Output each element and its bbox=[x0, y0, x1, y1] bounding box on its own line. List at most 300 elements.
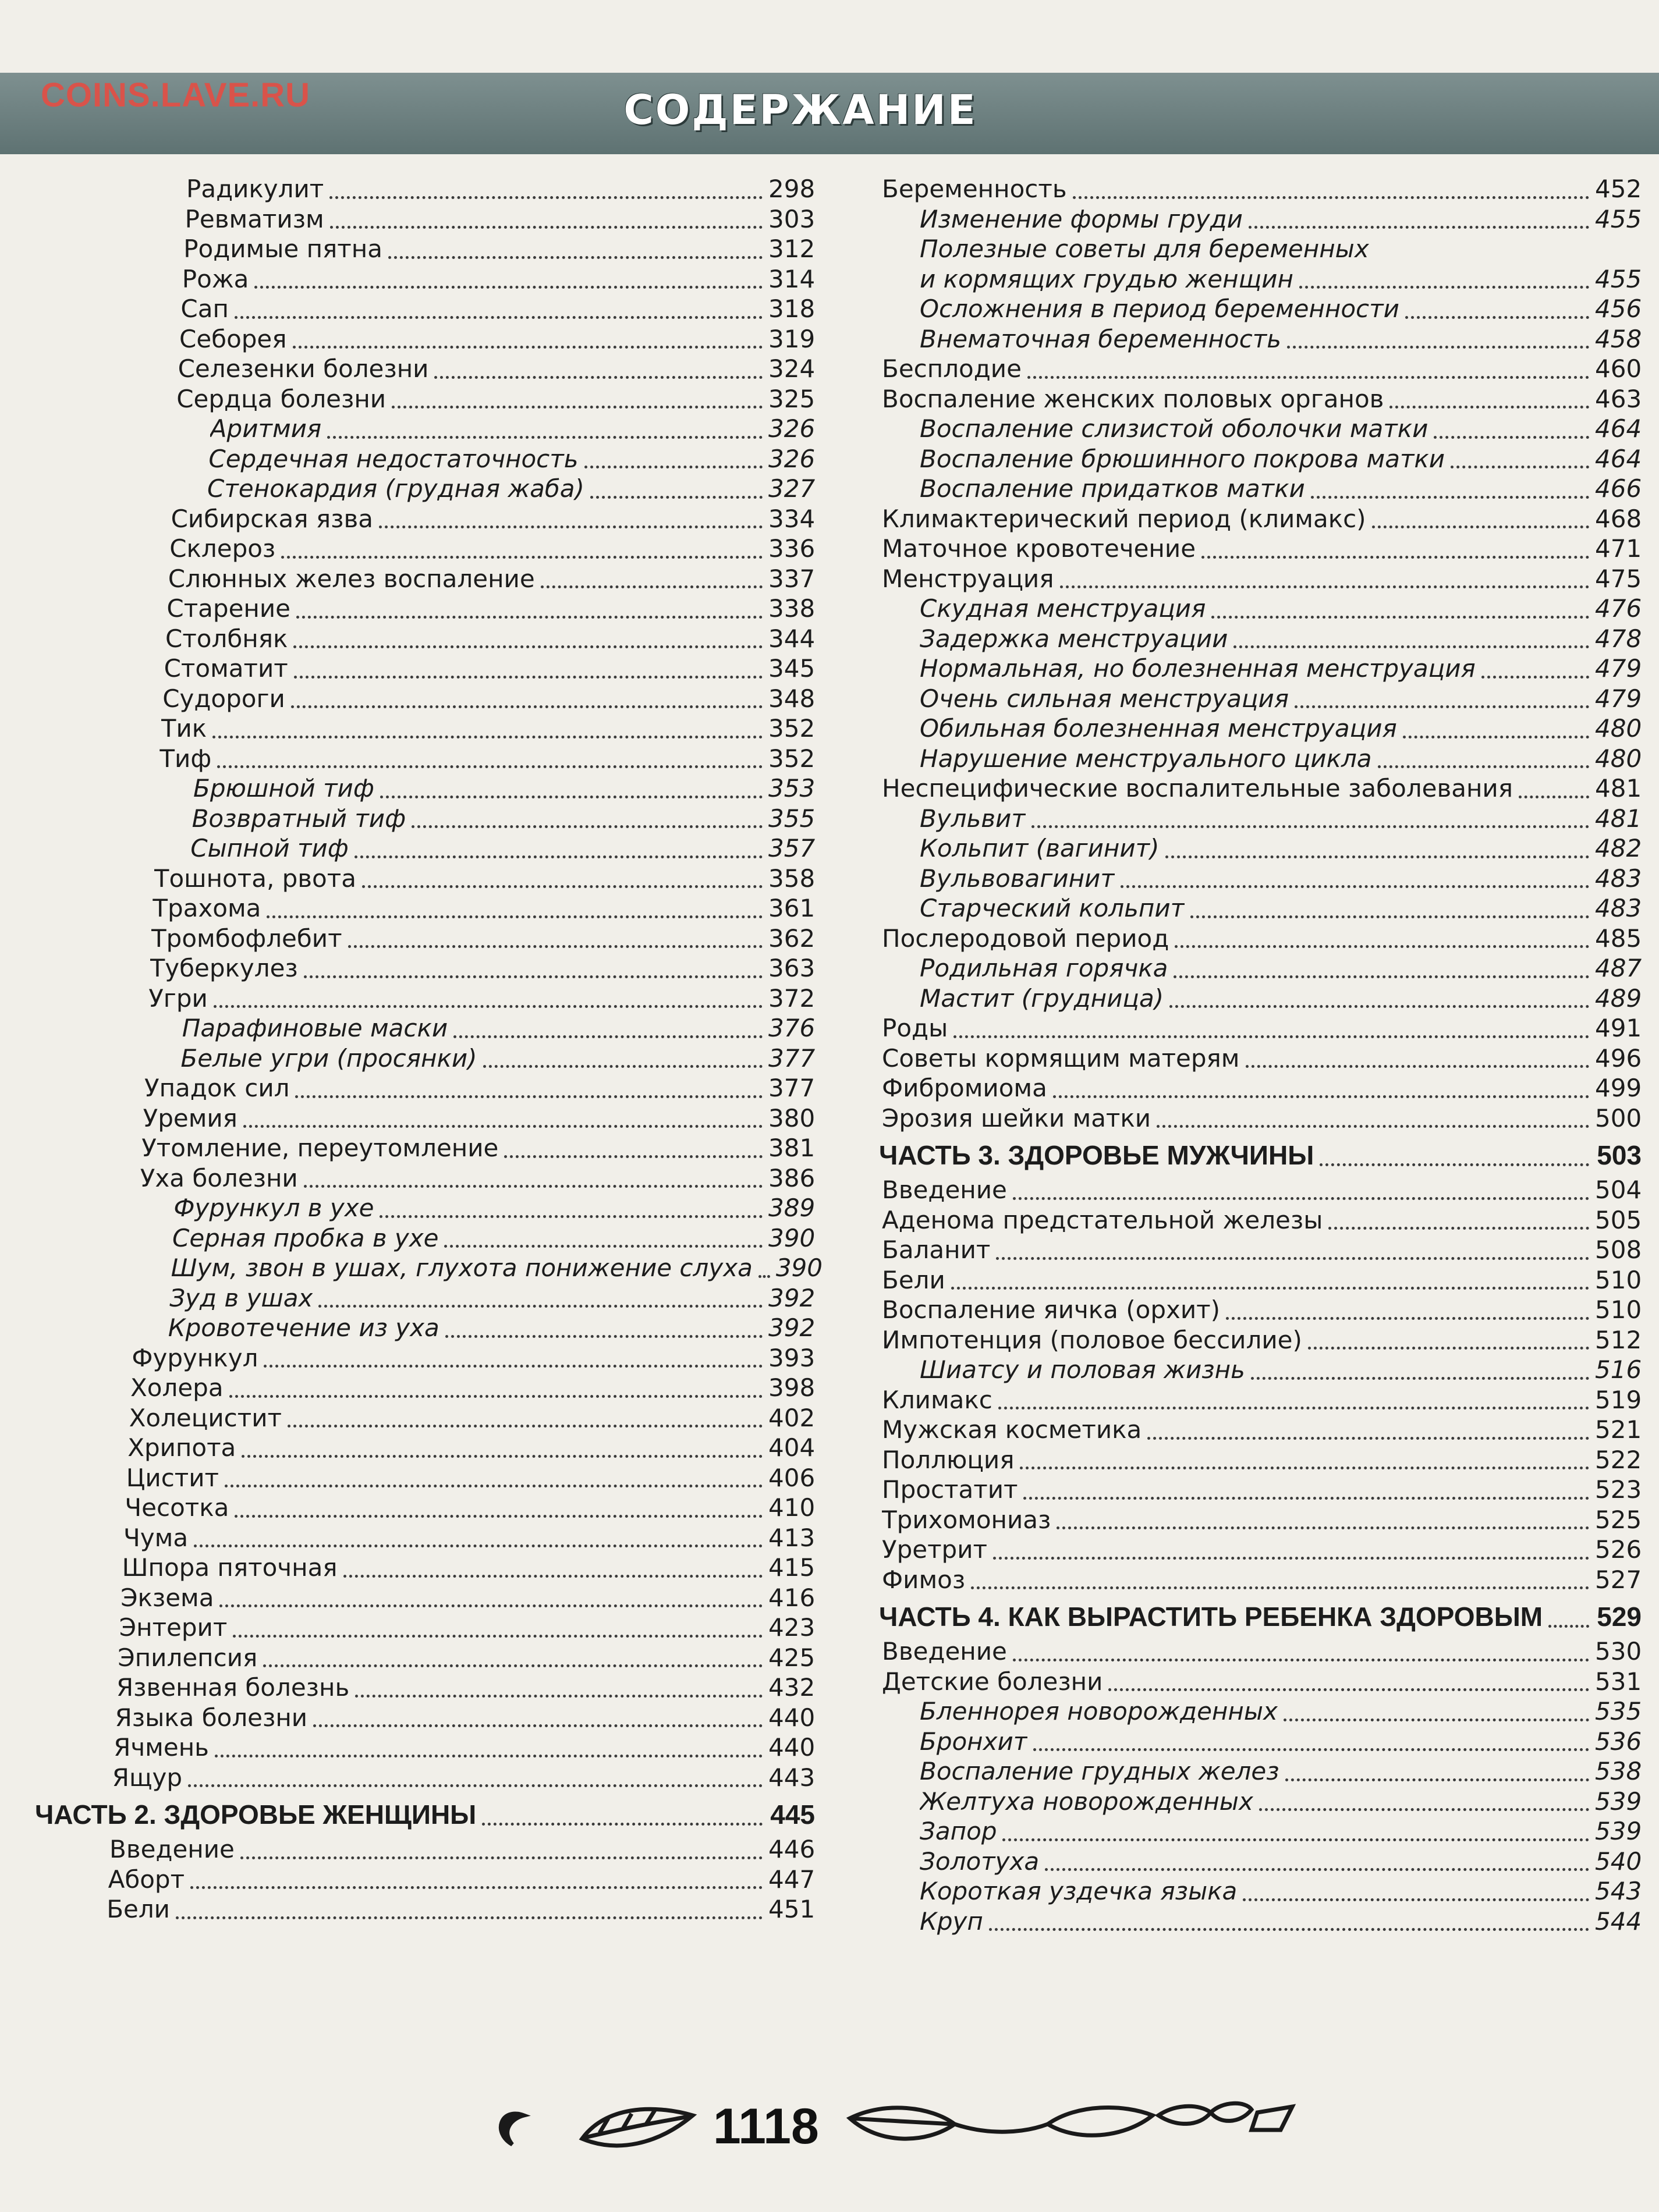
toc-entry-title: Экзема bbox=[120, 1583, 214, 1612]
toc-entry-title: Мастит (грудница) bbox=[920, 983, 1164, 1013]
dot-leader bbox=[1519, 796, 1589, 798]
toc-entry-page: 314 bbox=[768, 264, 816, 293]
dot-leader bbox=[1299, 286, 1589, 289]
toc-entry bbox=[35, 1493, 815, 1524]
toc-entry bbox=[35, 1895, 815, 1925]
toc-entry-page: 319 bbox=[768, 324, 816, 353]
dot-leader bbox=[327, 436, 763, 439]
toc-left-column bbox=[35, 175, 823, 1925]
toc-entry-title: Родильная горячка bbox=[920, 954, 1168, 982]
toc-entry-title: Вульвовагинит bbox=[920, 864, 1115, 893]
toc-entry-title: Брюшной тиф bbox=[193, 774, 374, 803]
toc-right-column bbox=[879, 175, 1642, 1937]
toc-entry bbox=[879, 1386, 1642, 1416]
dot-leader bbox=[1233, 645, 1589, 648]
toc-entry bbox=[879, 954, 1642, 984]
dot-leader bbox=[1031, 825, 1589, 828]
toc-entry-page: 344 bbox=[768, 624, 816, 653]
toc-entry-page: 413 bbox=[768, 1523, 816, 1552]
toc-entry bbox=[879, 414, 1642, 445]
toc-entry bbox=[879, 654, 1642, 684]
dot-leader bbox=[1033, 1748, 1589, 1751]
toc-entry bbox=[35, 1553, 815, 1583]
toc-entry bbox=[35, 1763, 815, 1794]
toc-entry-page: 478 bbox=[1595, 624, 1642, 653]
toc-entry bbox=[879, 205, 1642, 235]
toc-entry-title: Бели bbox=[882, 1265, 945, 1294]
dot-leader bbox=[445, 1335, 763, 1338]
toc-entry bbox=[35, 294, 815, 325]
dot-leader bbox=[243, 1125, 763, 1128]
dot-leader bbox=[264, 1365, 763, 1368]
toc-entry-title: Энтерит bbox=[119, 1613, 228, 1642]
toc-entry-page: 410 bbox=[768, 1493, 816, 1522]
toc-entry-title: Сибирская язва bbox=[171, 504, 373, 533]
toc-entry-title: Себорея bbox=[179, 324, 287, 353]
toc-entry bbox=[879, 984, 1642, 1014]
toc-entry bbox=[35, 684, 815, 715]
dot-leader bbox=[392, 406, 763, 409]
toc-entry-title: Упадок сил bbox=[144, 1074, 290, 1102]
toc-entry bbox=[35, 984, 815, 1014]
toc-entry-page: 432 bbox=[768, 1673, 816, 1702]
toc-entry-page: 526 bbox=[1595, 1535, 1642, 1564]
dot-leader bbox=[1165, 855, 1589, 858]
dot-leader bbox=[1481, 676, 1589, 679]
toc-entry-page: 402 bbox=[768, 1403, 816, 1432]
dot-leader bbox=[1060, 585, 1590, 588]
toc-entry bbox=[879, 1446, 1642, 1476]
toc-entry-title: Запор bbox=[920, 1817, 997, 1845]
dot-leader bbox=[188, 1784, 763, 1787]
dot-leader bbox=[235, 1515, 763, 1518]
toc-entry bbox=[35, 1014, 815, 1044]
dot-leader bbox=[1434, 436, 1589, 439]
toc-entry-page: 455 bbox=[1595, 204, 1642, 233]
toc-entry bbox=[879, 774, 1642, 804]
toc-entry bbox=[35, 1464, 815, 1494]
toc-entry-page: 389 bbox=[768, 1194, 816, 1222]
toc-entry-title: Задержка менструации bbox=[920, 624, 1228, 653]
toc-entry bbox=[35, 235, 815, 265]
toc-entry-title: Шум, звон в ушах, глухота понижение слуха bbox=[171, 1254, 753, 1282]
toc-entry-title: Стоматит bbox=[164, 654, 288, 683]
toc-entry bbox=[879, 1235, 1642, 1266]
toc-part-heading bbox=[879, 1139, 1642, 1172]
toc-entry-page: 489 bbox=[1595, 983, 1642, 1013]
dot-leader bbox=[355, 1695, 763, 1698]
dot-leader bbox=[1287, 346, 1589, 349]
dot-leader bbox=[194, 1545, 763, 1547]
toc-entry-title: Золотуха bbox=[920, 1847, 1040, 1876]
toc-entry-page: 416 bbox=[768, 1583, 816, 1612]
toc-entry-page: 334 bbox=[768, 504, 816, 533]
toc-entry-page: 452 bbox=[1595, 175, 1642, 203]
dot-leader bbox=[288, 1425, 763, 1428]
toc-entry bbox=[35, 1313, 815, 1344]
toc-entry-title: Кровотечение из уха bbox=[168, 1313, 439, 1342]
toc-entry bbox=[879, 1355, 1642, 1386]
toc-entry-page: 303 bbox=[768, 204, 816, 233]
toc-entry-page: 516 bbox=[1595, 1355, 1642, 1384]
toc-entry bbox=[35, 1433, 815, 1464]
toc-entry-title: Воспаление женских половых органов bbox=[882, 384, 1384, 413]
dot-leader bbox=[242, 1455, 763, 1458]
toc-part-heading bbox=[35, 1799, 815, 1831]
toc-entry bbox=[879, 1206, 1642, 1236]
toc-entry-title: Старение bbox=[166, 594, 291, 623]
toc-entry bbox=[879, 1326, 1642, 1356]
page-title: СОДЕРЖАНИЕ bbox=[623, 86, 977, 134]
dot-leader bbox=[330, 226, 763, 229]
dot-leader bbox=[1053, 1095, 1589, 1098]
toc-entry-page: 377 bbox=[768, 1043, 816, 1073]
dot-leader bbox=[971, 1586, 1589, 1589]
toc-entry bbox=[879, 1535, 1642, 1565]
toc-entry-title: Введение bbox=[882, 1637, 1007, 1666]
dot-leader bbox=[294, 676, 763, 679]
toc-entry bbox=[879, 265, 1642, 295]
toc-entry-page: 531 bbox=[1595, 1667, 1642, 1696]
toc-entry bbox=[35, 505, 815, 535]
footer-ornament bbox=[0, 2089, 1339, 2165]
dot-leader bbox=[254, 286, 763, 289]
dot-leader bbox=[1320, 1163, 1589, 1166]
toc-entry bbox=[879, 354, 1642, 385]
toc-entry-title: Селезенки болезни bbox=[178, 354, 429, 383]
toc-entry-page: 510 bbox=[1595, 1265, 1642, 1294]
toc-entry-title: Холецистит bbox=[129, 1403, 282, 1432]
dot-leader bbox=[444, 1245, 763, 1248]
dot-leader bbox=[953, 1035, 1589, 1038]
toc-entry-page: 376 bbox=[768, 1014, 816, 1042]
toc-entry-page: 338 bbox=[768, 594, 816, 623]
toc-entry-page: 353 bbox=[768, 774, 816, 803]
toc-entry bbox=[35, 175, 815, 205]
dot-leader bbox=[1243, 1898, 1589, 1901]
watermark-text: COINS.LAVE.RU bbox=[41, 76, 311, 114]
dot-leader bbox=[190, 1886, 763, 1889]
toc-entry bbox=[35, 1643, 815, 1674]
dot-leader bbox=[296, 616, 763, 619]
toc-entry bbox=[879, 894, 1642, 924]
toc-entry bbox=[879, 1074, 1642, 1104]
toc-entry-title: Желтуха новорожденных bbox=[920, 1787, 1253, 1816]
toc-entry-page: 525 bbox=[1595, 1505, 1642, 1534]
dot-leader bbox=[1451, 466, 1589, 468]
toc-entry-page: 527 bbox=[1595, 1565, 1642, 1594]
toc-entry-title: Воспаление яичка (орхит) bbox=[882, 1295, 1221, 1324]
toc-entry-title: Кольпит (вагинит) bbox=[920, 834, 1160, 862]
dot-leader bbox=[1175, 945, 1589, 948]
toc-entry-title: Хрипота bbox=[127, 1433, 236, 1462]
dot-leader bbox=[758, 1275, 770, 1278]
toc-entry-page: 348 bbox=[768, 684, 816, 713]
toc-entry-title: Фимоз bbox=[882, 1565, 966, 1594]
dot-leader bbox=[483, 1065, 763, 1068]
toc-entry-title: Вульвит bbox=[920, 804, 1026, 833]
toc-entry-page: 324 bbox=[768, 354, 816, 383]
toc-entry-page: 505 bbox=[1595, 1205, 1642, 1234]
toc-entry-page: 535 bbox=[1595, 1697, 1642, 1725]
toc-entry-title: Серная пробка в ухе bbox=[172, 1223, 439, 1252]
toc-entry-title: Тик bbox=[161, 714, 207, 743]
dot-leader bbox=[281, 556, 763, 559]
dot-leader bbox=[176, 1916, 763, 1919]
dot-leader bbox=[584, 466, 763, 468]
toc-entry bbox=[35, 654, 815, 684]
dot-leader bbox=[1190, 915, 1589, 918]
dot-leader bbox=[453, 1035, 763, 1038]
toc-entry-page: 377 bbox=[768, 1074, 816, 1102]
dot-leader bbox=[1285, 1778, 1589, 1781]
toc-entry-title: Аборт bbox=[108, 1865, 185, 1894]
toc-entry-page: 451 bbox=[768, 1895, 816, 1923]
toc-entry-title: Бронхит bbox=[920, 1727, 1028, 1756]
toc-entry bbox=[879, 325, 1642, 355]
toc-entry-page: 464 bbox=[1595, 414, 1642, 443]
toc-entry-title: Слюнных желез воспаление bbox=[168, 564, 535, 593]
toc-entry bbox=[35, 265, 815, 295]
toc-entry-page: 298 bbox=[768, 175, 816, 203]
toc-entry bbox=[35, 474, 815, 505]
dot-leader bbox=[1548, 1625, 1589, 1628]
toc-entry bbox=[879, 1817, 1642, 1847]
toc-entry-page: 538 bbox=[1595, 1757, 1642, 1785]
toc-entry-title: Столбняк bbox=[165, 624, 288, 653]
dot-leader bbox=[1027, 376, 1589, 379]
toc-entry-title: Сап bbox=[180, 294, 229, 323]
toc-entry-page: 479 bbox=[1595, 684, 1642, 713]
dot-leader bbox=[993, 1557, 1589, 1560]
dot-leader bbox=[1121, 885, 1589, 888]
toc-entry-page: 336 bbox=[768, 534, 816, 563]
toc-entry-page: 363 bbox=[768, 954, 816, 982]
toc-entry-title: Короткая уздечка языка bbox=[920, 1877, 1238, 1905]
toc-entry-page: 530 bbox=[1595, 1637, 1642, 1666]
dot-leader bbox=[388, 256, 763, 259]
toc-entry-page: 476 bbox=[1595, 594, 1642, 623]
toc-entry bbox=[35, 594, 815, 624]
toc-entry-page: 540 bbox=[1595, 1847, 1642, 1876]
toc-entry-page: 358 bbox=[768, 864, 816, 893]
toc-entry-title: Климакс bbox=[882, 1385, 992, 1414]
dot-leader bbox=[412, 825, 763, 828]
toc-entry bbox=[879, 1877, 1642, 1907]
dot-leader bbox=[329, 196, 763, 199]
toc-entry-page: 479 bbox=[1595, 654, 1642, 683]
toc-entry-page: 539 bbox=[1595, 1817, 1642, 1845]
toc-entry-page: 522 bbox=[1595, 1445, 1642, 1474]
toc-entry-page: 325 bbox=[768, 384, 816, 413]
dot-leader bbox=[1246, 1065, 1590, 1068]
toc-entry-page: 510 bbox=[1595, 1295, 1642, 1324]
dot-leader bbox=[304, 975, 763, 978]
toc-entry bbox=[879, 924, 1642, 954]
dot-leader bbox=[1174, 975, 1589, 978]
toc-entry bbox=[879, 175, 1642, 205]
toc-entry-page: 445 bbox=[770, 1799, 815, 1830]
toc-entry-page: 480 bbox=[1595, 744, 1642, 773]
toc-entry-title: Рожа bbox=[182, 264, 249, 293]
toc-entry bbox=[35, 864, 815, 894]
toc-entry bbox=[879, 744, 1642, 775]
toc-entry-title: Уретрит bbox=[882, 1535, 987, 1564]
toc-entry-page: 480 bbox=[1595, 714, 1642, 743]
toc-entry-title: Введение bbox=[109, 1835, 235, 1863]
dot-leader bbox=[380, 796, 763, 798]
dot-leader bbox=[1147, 1437, 1589, 1440]
toc-entry-title: Шиатсу и половая жизнь bbox=[920, 1355, 1245, 1384]
toc-entry-title: Угри bbox=[148, 983, 208, 1013]
toc-entry bbox=[879, 1475, 1642, 1506]
toc-entry-page: 393 bbox=[768, 1343, 816, 1372]
toc-entry-title: Беременность bbox=[882, 175, 1067, 203]
toc-entry-title: Язвенная болезнь bbox=[116, 1673, 350, 1702]
toc-entry bbox=[35, 954, 815, 984]
toc-entry-page: 481 bbox=[1595, 774, 1642, 803]
toc-entry-page: 390 bbox=[768, 1223, 816, 1252]
toc-entry-page: 447 bbox=[768, 1865, 816, 1894]
toc-entry-title: Менструация bbox=[882, 564, 1054, 593]
toc-entry-title: Воспаление брюшинного покрова матки bbox=[920, 444, 1445, 473]
toc-entry-page: 458 bbox=[1595, 324, 1642, 353]
toc-entry-page: 496 bbox=[1595, 1043, 1642, 1073]
toc-entry-title: Тиф bbox=[159, 744, 212, 773]
toc-entry-page: 483 bbox=[1595, 864, 1642, 893]
toc-entry-title: Возвратный тиф bbox=[192, 804, 406, 833]
toc-entry-page: 503 bbox=[1597, 1140, 1642, 1170]
dot-leader bbox=[1057, 1526, 1589, 1529]
toc-entry-page: 521 bbox=[1595, 1415, 1642, 1444]
toc-entry bbox=[879, 235, 1642, 265]
toc-entry-title: Тромбофлебит bbox=[151, 924, 342, 953]
toc-entry bbox=[35, 714, 815, 744]
toc-entry-title: Бели bbox=[107, 1895, 170, 1923]
toc-entry bbox=[879, 624, 1642, 655]
dot-leader bbox=[996, 1257, 1589, 1260]
dot-leader bbox=[989, 1928, 1589, 1931]
toc-entry-page: 544 bbox=[1595, 1906, 1642, 1936]
toc-entry-title: Эпилепсия bbox=[118, 1643, 258, 1672]
toc-entry-title: Бесплодие bbox=[882, 354, 1022, 383]
toc-entry bbox=[35, 1404, 815, 1434]
toc-entry-page: 508 bbox=[1595, 1235, 1642, 1264]
toc-entry-title: Старческий кольпит bbox=[920, 894, 1185, 922]
toc-entry-page: 482 bbox=[1595, 834, 1642, 862]
toc-entry-title: Парафиновые маски bbox=[182, 1014, 448, 1042]
dot-leader bbox=[1045, 1868, 1589, 1871]
dot-leader bbox=[295, 1095, 763, 1098]
toc-entry bbox=[35, 385, 815, 415]
toc-entry bbox=[879, 684, 1642, 715]
toc-entry-page: 318 bbox=[768, 294, 816, 323]
toc-entry bbox=[35, 1164, 815, 1194]
dot-leader bbox=[1311, 496, 1589, 499]
toc-entry bbox=[35, 1344, 815, 1374]
toc-entry-page: 362 bbox=[768, 924, 816, 953]
toc-entry bbox=[35, 1373, 815, 1404]
toc-entry-title: Уха болезни bbox=[140, 1163, 298, 1192]
dot-leader bbox=[267, 915, 763, 918]
dot-leader bbox=[263, 1664, 763, 1667]
toc-entry-title: Аденома предстательной железы bbox=[882, 1205, 1323, 1234]
toc-entry-title: Полезные советы для беременных bbox=[920, 235, 1369, 263]
toc-entry-page: 466 bbox=[1595, 474, 1642, 503]
dot-leader bbox=[313, 1724, 763, 1727]
toc-entry bbox=[35, 1703, 815, 1734]
toc-entry-page: 326 bbox=[768, 444, 816, 473]
toc-entry bbox=[879, 1104, 1642, 1134]
toc-entry bbox=[879, 594, 1642, 624]
toc-entry-title: Языка болезни bbox=[115, 1703, 308, 1732]
toc-entry-title: Круп bbox=[920, 1906, 983, 1936]
toc-entry-page: 536 bbox=[1595, 1727, 1642, 1756]
toc-entry-title: Обильная болезненная менструация bbox=[920, 714, 1397, 743]
toc-entry bbox=[35, 205, 815, 235]
toc-entry bbox=[35, 774, 815, 804]
toc-entry bbox=[879, 1266, 1642, 1296]
dot-leader bbox=[291, 705, 763, 708]
toc-entry bbox=[879, 1667, 1642, 1698]
toc-entry-page: 312 bbox=[768, 235, 816, 263]
dot-leader bbox=[1372, 526, 1589, 528]
toc-entry-title: Ревматизм bbox=[185, 204, 324, 233]
toc-entry-page: 355 bbox=[768, 804, 816, 833]
dot-leader bbox=[1013, 1197, 1589, 1200]
toc-entry bbox=[35, 1134, 815, 1164]
toc-entry-title: Чесотка bbox=[125, 1493, 229, 1522]
toc-entry-title: Утомление, переутомление bbox=[141, 1134, 499, 1162]
dot-leader bbox=[1378, 765, 1589, 768]
toc-entry-page: 519 bbox=[1595, 1385, 1642, 1414]
toc-entry-title: Изменение формы груди bbox=[920, 204, 1243, 233]
toc-entry bbox=[879, 445, 1642, 475]
toc-entry-title: Скудная менструация bbox=[920, 594, 1206, 623]
dot-leader bbox=[1073, 196, 1589, 199]
toc-entry bbox=[879, 834, 1642, 864]
toc-entry-title: Фурункул в ухе bbox=[173, 1194, 374, 1222]
toc-entry bbox=[35, 804, 815, 835]
dot-leader bbox=[541, 585, 763, 588]
toc-entry bbox=[35, 1284, 815, 1314]
toc-entry bbox=[879, 804, 1642, 835]
toc-entry-title: Судороги bbox=[162, 684, 285, 713]
toc-entry bbox=[879, 1295, 1642, 1326]
toc-entry bbox=[35, 445, 815, 475]
toc-entry bbox=[35, 1673, 815, 1703]
toc-entry-page: 404 bbox=[768, 1433, 816, 1462]
toc-entry-title: Внематочная беременность bbox=[920, 324, 1282, 353]
toc-entry-title: Мужская косметика bbox=[882, 1415, 1142, 1444]
dot-leader bbox=[304, 1185, 763, 1188]
toc-entry-title: Туберкулез bbox=[150, 954, 298, 982]
dot-leader bbox=[229, 1395, 763, 1398]
toc-entry-page: 352 bbox=[768, 714, 816, 743]
leaf-ornament-icon bbox=[0, 2089, 1339, 2165]
toc-entry-title: ЧАСТЬ 4. КАК ВЫРАСТИТЬ РЕБЕНКА ЗДОРОВЫМ bbox=[879, 1602, 1543, 1632]
toc-entry-title: Нормальная, но болезненная менструация bbox=[920, 654, 1476, 683]
toc-entry-page: 539 bbox=[1595, 1787, 1642, 1816]
toc-entry bbox=[879, 385, 1642, 415]
toc-entry-page: 468 bbox=[1595, 504, 1642, 533]
toc-entry bbox=[879, 864, 1642, 894]
toc-entry-title: Роды bbox=[882, 1014, 948, 1042]
toc-entry-page: 471 bbox=[1595, 534, 1642, 563]
toc-entry bbox=[879, 714, 1642, 744]
toc-entry bbox=[35, 624, 815, 655]
toc-entry-title: Шпора пяточная bbox=[122, 1553, 338, 1582]
